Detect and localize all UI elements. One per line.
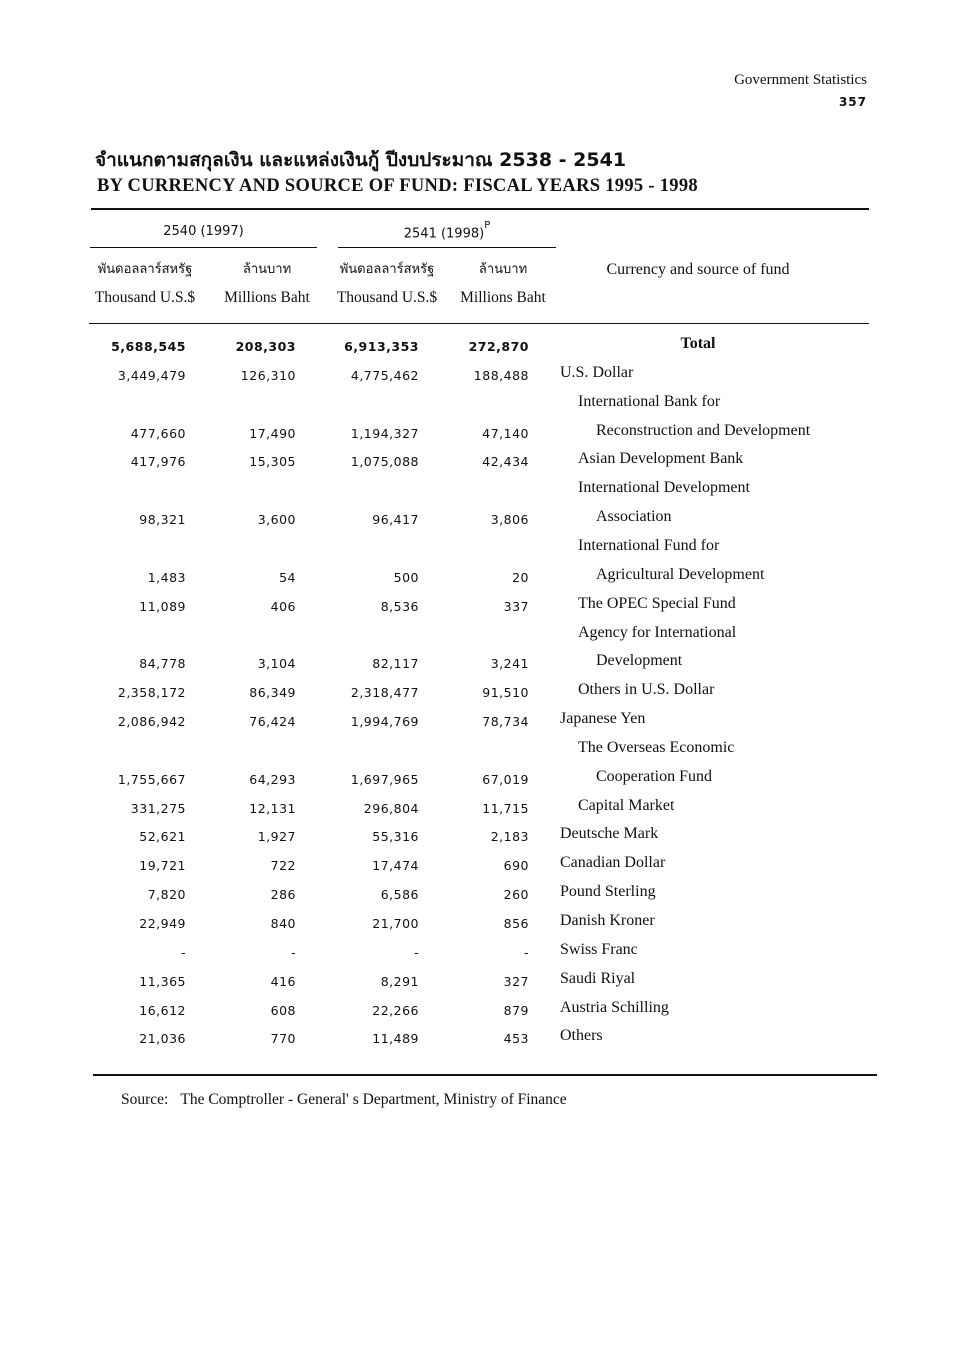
table-cell: 296,804 [363,800,419,816]
table-cell: 19,721 [139,858,186,874]
table-row [0,477,966,506]
table-row [0,1025,966,1054]
table-row [0,737,966,766]
table-cell: 453 [503,1031,529,1047]
table-cell: 8,291 [380,973,419,989]
header-rule [89,323,869,324]
table-cell: 98,321 [139,512,186,528]
row-label: Agency for International [578,623,737,641]
table-cell: 260 [503,887,529,903]
table-row [0,939,966,968]
row-label: International Bank for [578,392,721,410]
table-cell: 15,305 [249,454,296,470]
table-cell: 2,183 [490,829,529,845]
table-row [0,823,966,852]
row-label: Total [680,335,716,352]
row-label: Reconstruction and Development [596,421,811,439]
table-cell: 2,358,172 [117,685,186,701]
table-cell: 67,019 [482,771,529,787]
table-cell: 86,349 [249,685,296,701]
table-row [0,362,966,391]
row-label: Pound Sterling [560,883,656,901]
table-row [0,564,966,593]
table-row [0,708,966,737]
table-cell: 96,417 [372,512,419,528]
table-cell: 331,275 [130,800,186,816]
row-label: Japanese Yen [560,710,646,728]
col-head-currency-source: Currency and source of fund [606,261,790,278]
row-label: The OPEC Special Fund [578,594,736,612]
table-cell: 188,488 [473,367,529,383]
table-cell: 22,266 [372,1002,419,1018]
table-cell: 1,755,667 [117,771,186,787]
bottom-rule [93,1074,877,1076]
table-cell: 2,318,477 [350,685,419,701]
table-cell: 406 [270,598,296,614]
table-row [0,910,966,939]
table-cell: 770 [270,1031,296,1047]
table-cell: 3,806 [490,512,529,528]
row-label: Cooperation Fund [596,767,712,785]
table-cell: 64,293 [249,771,296,787]
table-cell: 3,600 [257,512,296,528]
table-cell: 4,775,462 [350,367,419,383]
table-cell: 690 [503,858,529,874]
year-rule-1997 [90,247,317,248]
table-cell: 1,697,965 [350,771,419,787]
table-cell: 11,365 [139,973,186,989]
table-cell: 21,036 [139,1031,186,1047]
table-cell: 12,131 [249,800,296,816]
table-row [0,997,966,1026]
table-row [0,852,966,881]
table-cell: - [413,944,419,960]
table-row [0,391,966,420]
running-title: Government Statistics [734,72,867,88]
table-cell: 5,688,545 [111,339,186,354]
source-note [121,1091,567,1109]
table-cell: 272,870 [468,339,529,354]
row-label: Development [596,652,683,670]
table-row [0,766,966,795]
row-label: Swiss Franc [560,940,638,958]
table-cell: 7,820 [147,887,186,903]
table-row [0,679,966,708]
preliminary-mark: P [484,220,491,231]
table-cell: 417,976 [130,454,186,470]
table-cell: - [523,944,529,960]
table-cell: 126,310 [240,367,296,383]
row-label: Others in U.S. Dollar [578,681,715,699]
row-label: The Overseas Economic [578,738,735,756]
table-cell: 1,075,088 [350,454,419,470]
table-cell: 2,086,942 [117,714,186,730]
table-cell: 327 [503,973,529,989]
table-cell: 840 [270,916,296,931]
row-label: Agricultural Development [596,565,765,583]
top-rule [91,208,869,210]
table-cell: 722 [270,858,296,874]
table-cell: 16,612 [139,1002,186,1018]
table-row [0,506,966,535]
table-cell: 21,700 [372,916,419,931]
table-cell: 17,474 [372,858,419,874]
row-label: Capital Market [578,796,675,814]
table-row [0,622,966,651]
table-cell: 55,316 [372,829,419,845]
row-label: Others [560,1027,603,1045]
table-cell: 879 [503,1002,529,1018]
table-cell: 22,949 [139,916,186,931]
table-cell: 8,536 [380,598,419,614]
table-title-english: BY CURRENCY AND SOURCE OF FUND: FISCAL YEARS 1995 - 1998 [97,176,698,196]
source-text: The Comptroller - General' s Department, Ministry of Finance [180,1091,567,1108]
table-cell: 1,994,769 [350,714,419,730]
table-cell: 500 [393,569,419,585]
table-cell: 286 [270,887,296,903]
table-cell: 6,913,353 [344,339,419,354]
table-row [0,593,966,622]
table-cell: 3,449,479 [117,367,186,383]
row-label: International Fund for [578,536,720,554]
table-cell: 11,715 [482,800,529,816]
table-cell: 84,778 [139,656,186,672]
table-cell: 337 [503,598,529,614]
table-row [0,535,966,564]
table-cell: 11,489 [372,1031,419,1047]
table-cell: 1,194,327 [350,425,419,441]
table-cell: 1,483 [147,569,186,585]
table-cell: 1,927 [257,829,296,845]
table-cell: 82,117 [372,656,419,672]
table-cell: 6,586 [380,887,419,903]
table-row [0,795,966,824]
table-row [0,881,966,910]
table-cell: 208,303 [235,339,296,354]
table-row [0,650,966,679]
table-cell: 3,241 [490,656,529,672]
table-cell: 76,424 [249,714,296,730]
col-head-thousand-usd-1997: พันดอลลาร์สหรัฐ Thousand U.S.$ [94,262,196,306]
col-head-thousand-usd-1998: พันดอลลาร์สหรัฐ Thousand U.S.$ [336,262,438,306]
year-header-1998: 2541 $(1998)^P$ [403,220,491,242]
row-label: Danish Kroner [560,912,655,929]
source-label: Source: [121,1091,169,1108]
table-cell: - [290,944,296,960]
row-label: Canadian Dollar [560,854,666,872]
row-label: Saudi Riyal [560,969,636,987]
table-cell: - [180,944,186,960]
table-title-thai: จำแนกตามสกุลเงิน และแหล่งเงินกู้ ปีงบประมาณ 2538 - 2541 [95,149,627,171]
table-cell: 856 [503,916,529,931]
table-cell: 477,660 [130,425,186,441]
row-label: U.S. Dollar [560,363,634,381]
table-cell: 20 [512,569,529,585]
row-label: Association [596,508,672,526]
table-cell: 608 [270,1002,296,1018]
row-label: Asian Development Bank [578,450,744,468]
page-number: 357 [838,95,867,109]
year-header-1997: 2540 (1997) [163,224,244,239]
table-row [0,420,966,449]
year-rule-1998 [338,247,556,248]
table-cell: 91,510 [482,685,529,701]
table-cell: 3,104 [257,656,296,672]
table-cell: 11,089 [139,598,186,614]
table-cell: 42,434 [482,454,529,470]
table-cell: 52,621 [139,829,186,845]
table-cell: 17,490 [249,425,296,441]
table-cell: 47,140 [482,425,529,441]
table-cell: 54 [279,569,296,585]
table-cell: 78,734 [482,714,529,730]
col-head-million-baht-1998: ล้านบาท Millions Baht [460,262,546,306]
table-row [0,448,966,477]
row-label: Deutsche Mark [560,825,659,843]
table-row [0,968,966,997]
table-row [0,333,966,362]
row-label: International Development [578,479,750,497]
col-head-million-baht-1997: ล้านบาท Millions Baht [224,262,310,306]
row-label: Austria Schilling [560,998,669,1016]
table-cell: 416 [270,973,296,989]
